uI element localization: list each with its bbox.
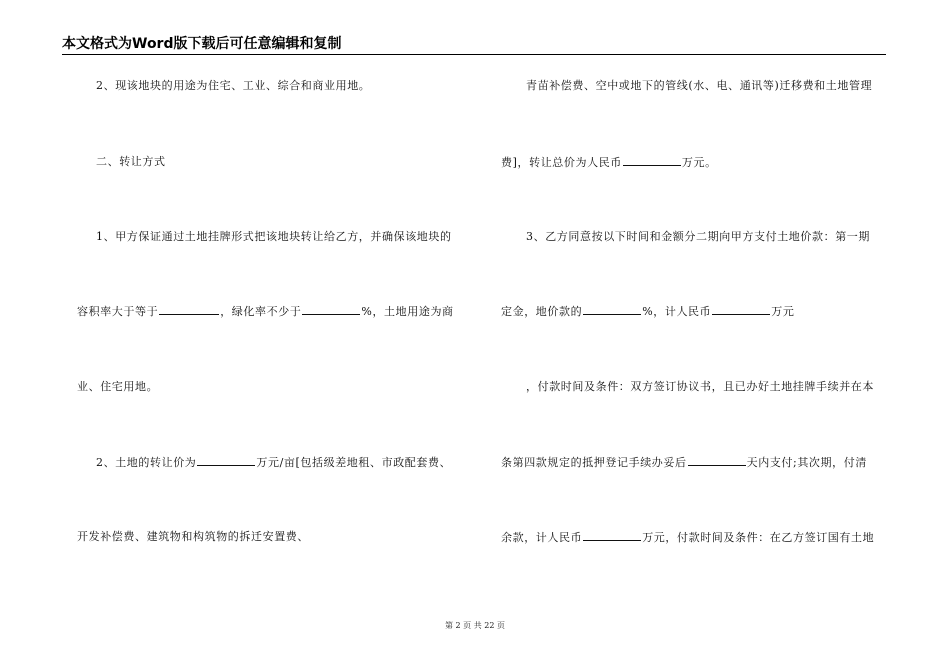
left-line-4-part-b: ，绿化率不少于 <box>220 305 302 318</box>
header-title: 本文格式为Word版下载后可任意编辑和复制 <box>62 36 342 52</box>
right-line-2 <box>501 155 717 170</box>
days-blank <box>688 455 746 466</box>
right-line-4 <box>501 304 794 319</box>
left-line-4 <box>77 304 454 319</box>
left-line-5: 业、住宅用地。 <box>77 380 159 393</box>
right-line-6-part-b: 天内支付;其次期，付清 <box>746 456 867 469</box>
right-line-4-part-b: %，计人民币 <box>642 305 712 318</box>
left-line-4-part-c: %，土地用途为商 <box>361 305 454 318</box>
left-line-6-part-a: 2、土地的转让价为 <box>96 456 197 469</box>
total-price-blank <box>623 155 681 166</box>
green-ratio-blank <box>302 304 360 315</box>
right-line-1: 青苗补偿费、空中或地下的管线(水、电、通讯等)迁移费和土地管理 <box>526 79 873 92</box>
right-line-5: ，付款时间及条件：双方签订协议书，且已办好土地挂牌手续并在本 <box>526 380 874 393</box>
right-line-7-part-b: 万元，付款时间及条件：在乙方签订国有土地 <box>642 531 875 544</box>
document-header <box>62 36 886 55</box>
right-line-2-part-a: 费]，转让总价为人民币 <box>501 156 622 169</box>
right-line-3: 3、乙方同意按以下时间和金额分二期向甲方支付土地价款：第一期 <box>526 230 870 243</box>
left-line-1: 2、现该地块的用途为住宅、工业、综合和商业用地。 <box>96 79 371 92</box>
right-line-4-part-a: 定金，地价款的 <box>501 305 583 318</box>
deposit-amount-blank <box>712 304 770 315</box>
right-line-7-part-a: 余款，计人民币 <box>501 531 583 544</box>
right-line-6-part-a: 条第四款规定的抵押登记手续办妥后 <box>501 456 687 469</box>
left-line-4-part-a: 容积率大于等于 <box>77 305 159 318</box>
right-line-6 <box>501 455 867 470</box>
page-number-footer: 第 2 页 共 22 页 <box>445 621 505 630</box>
right-line-2-part-b: 万元。 <box>681 156 717 169</box>
price-per-mu-blank <box>197 455 255 466</box>
left-line-3: 1、甲方保证通过土地挂牌形式把该地块转让给乙方，并确保该地块的 <box>96 230 452 243</box>
left-line-7: 开发补偿费、建筑物和构筑物的拆迁安置费、 <box>77 530 309 543</box>
right-line-7 <box>501 530 874 545</box>
balance-amount-blank <box>583 530 641 541</box>
plot-ratio-blank <box>159 304 219 315</box>
deposit-percent-blank <box>583 304 641 315</box>
left-line-6-part-b: 万元/亩[包括级差地租、市政配套费、 <box>256 456 452 469</box>
left-line-2-section-heading: 二、转让方式 <box>96 155 166 168</box>
left-line-6 <box>96 455 451 470</box>
right-line-4-part-c: 万元 <box>771 305 795 318</box>
